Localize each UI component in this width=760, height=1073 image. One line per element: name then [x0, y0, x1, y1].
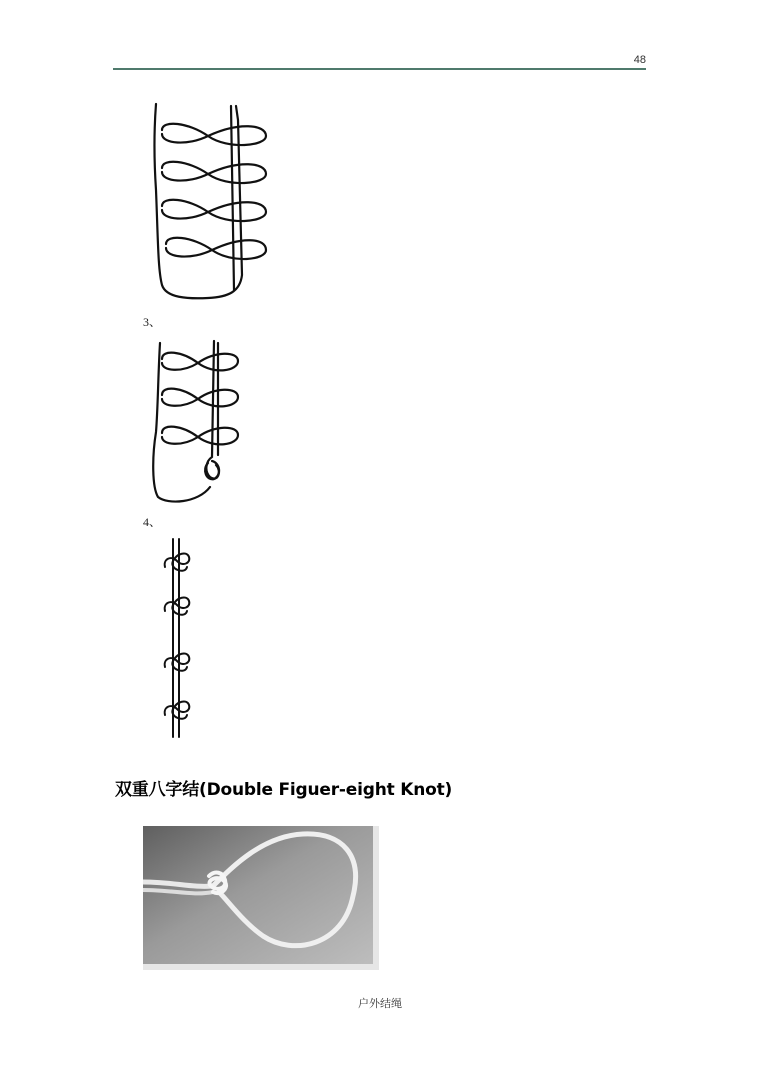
knot-figure-2	[148, 337, 248, 507]
step-label-4: 4、	[143, 515, 162, 529]
knot-figure-1	[148, 100, 278, 305]
section-title: 双重八字结(Double Figuer-eight Knot)	[115, 780, 453, 800]
header-rule	[113, 68, 646, 70]
page-footer: 户外结绳	[358, 997, 402, 1010]
step-label-3: 3、	[143, 315, 162, 329]
page-number: 48	[633, 54, 646, 66]
knot-figure-3	[155, 537, 205, 742]
knot-photo	[143, 826, 379, 970]
